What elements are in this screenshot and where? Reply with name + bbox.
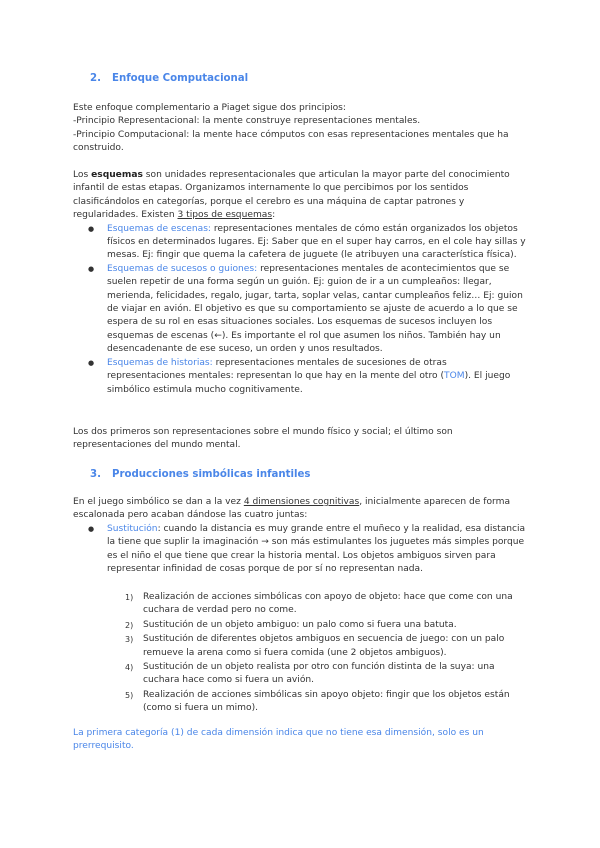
- list-item: ● Esquemas de sucesos o guiones: representaciones mentales de acontecimientos que se suelen repetir de una forma según un guión. Ej: guion de ir a un cumpleaños: llegar, merienda, felicidades, regalo, jugar, tarta, soplar velas, cantar cumpleaños feliz… Ej: guion de viajar en avión. El objetivo es que su comportamiento se ajuste de acuerdo a lo que se espera de su rol en esas situaciones sociales. Los esquemas de sucesos incluyen los esquemas de escenas (←). Es importante el rol que asumen los niños. También hay un desencadenante de ese suceso, un orden y unos resultados.: [73, 263, 528, 357]
- section-2-closing: Los dos primeros son representaciones sobre el mundo físico y social; el último son representaciones del mundo mental.: [73, 427, 453, 451]
- section-3-title: Producciones simbólicas infantiles: [112, 469, 311, 480]
- section-2-heading: [73, 72, 528, 86]
- tom-link: TOM: [444, 371, 465, 382]
- section-2-number: 2.: [90, 73, 101, 84]
- schemas-paragraph: Los esquemas son unidades representacionales que articulan la mayor parte del conocimiento infantil de estas etapas. Organizamos internamente lo que percibimos por los sentidos clasificándolos en categorías, porque el cerebro es una máquina de captar patrones y regularidades. Existen 3 tipos de esquemas:: [73, 170, 510, 221]
- intro-line-3: -Principio Computacional: la mente hace cómputos con esas representaciones mentales que ha construido.: [73, 129, 509, 154]
- list-item: ● Sustitución: cuando la distancia es muy grande entre el muñeco y la realidad, esa distancia la tiene que suplir la imaginación → son más estimulantes los juguetes más simples porque es el niño el que tiene que crear la historia mental. Los objetos ambiguos sirven para representar infinidad de cosas porque de por sí no representan nada.: [73, 523, 528, 577]
- section-2-intro: [73, 102, 528, 156]
- list-item: 5) Realización de acciones simbólicas sin apoyo objeto: fingir que los objetos están (como si fuera un mimo).: [125, 689, 510, 714]
- dimensions-link: 4 dimensiones cognitivas: [243, 497, 360, 507]
- schema-term: Esquemas de escenas:: [107, 223, 211, 234]
- section-2-title: Enfoque Computacional: [112, 73, 249, 84]
- list-item: ● Esquemas de historias: representaciones mentales de sucesiones de otras representaciones mentales: representan lo que hay en la mente del otro (TOM). El juego simbólico estimula mucho cognitivamente.: [73, 357, 528, 397]
- dimension-term: Sustitución: [107, 523, 158, 534]
- category-note: La primera categoría (1) de cada dimensión indica que no tiene esa dimensión, solo es un prerrequisito.: [73, 728, 484, 752]
- schema-term: Esquemas de historias:: [107, 357, 213, 368]
- list-item: 2) Sustitución de un objeto ambiguo: un palo como si fuera una batuta.: [125, 619, 457, 630]
- schemas-term: esquemas: [91, 170, 143, 180]
- schema-types-list: [73, 223, 528, 397]
- section-3-body: [73, 496, 528, 576]
- schemas-section: [73, 169, 528, 397]
- list-item: 1) Realización de acciones simbólicas con apoyo de objeto: hace que come con una cuchara de verdad pero no come.: [125, 592, 513, 616]
- list-item: ● Esquemas de escenas: representaciones mentales de cómo están organizados los objetos físicos en determinados lugares. Ej: Saber que en el super hay carros, en el cole hay sillas y mesas. Ej: fingir que quema la cafetera de juguete (le atribuyen una característica física).: [73, 223, 528, 263]
- dimensions-list: [73, 523, 528, 577]
- intro-line-1: Este enfoque complementario a Piaget sigue dos principios:: [73, 103, 346, 113]
- section-3-heading: [73, 468, 528, 482]
- steps-list: [73, 591, 528, 716]
- intro-line-2: -Principio Representacional: la mente construye representaciones mentales.: [73, 116, 421, 127]
- section-3-intro: En el juego simbólico se dan a la vez 4 dimensiones cognitivas, inicialmente aparecen de forma escalonada pero acaban dándose las cuatro juntas:: [73, 497, 511, 521]
- schemas-types-link: 3 tipos de esquemas: [177, 210, 273, 221]
- list-item: 3) Sustitución de diferentes objetos ambiguos en secuencia de juego: con un palo remueve la arena como si fuera comida (une 2 objetos ambiguos).: [125, 634, 505, 658]
- schema-term: Esquemas de sucesos o guiones:: [107, 263, 258, 274]
- list-item: 4) Sustitución de un objeto realista por otro con función distinta de la suya: una cuchara hace como si fuera un avión.: [125, 662, 495, 686]
- section-3-number: 3.: [90, 469, 101, 480]
- substitution-steps: [73, 591, 528, 717]
